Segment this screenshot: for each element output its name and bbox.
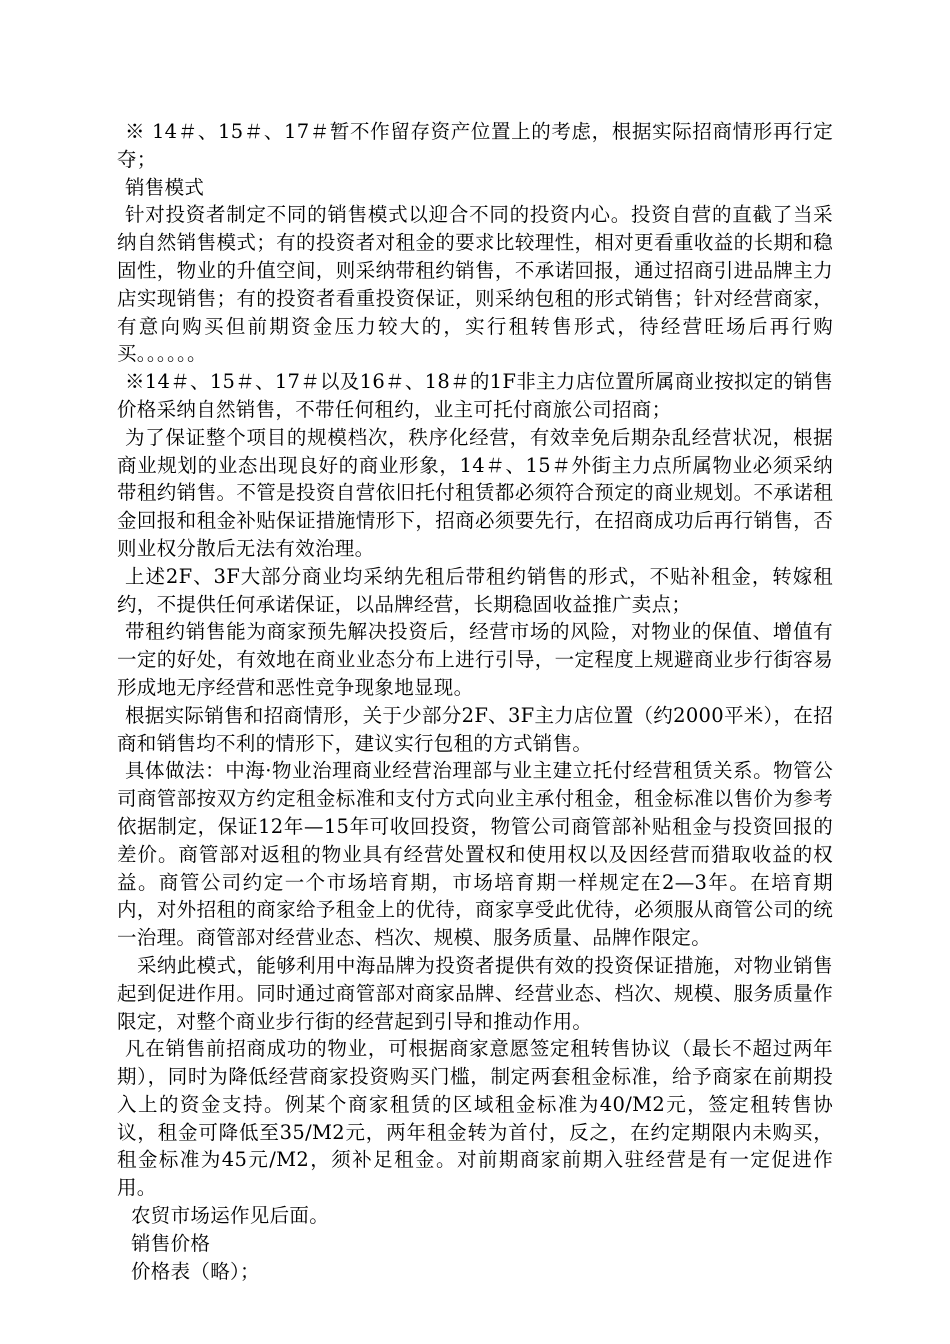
paragraph-2f-3f-lease-sales: 上述2F、3F大部分商业均采纳先租后带租约销售的形式，不贴补租金，转嫁租约，不提供任何承诺保证，以品牌经营，长期稳固收益推广卖点； — [117, 564, 833, 616]
paragraph-reserved-assets-note: ※ 14＃、15＃、17＃暂不作留存资产位置上的考虑，根据实际招商情形再行定夺； — [117, 120, 833, 171]
paragraph-1f-natural-sales: ※14＃、15＃、17＃以及16＃、18＃的1F非主力店位置所属商业按拟定的销售价格采纳自然销售，不带任何租约，业主可托付商旅公司招商； — [117, 370, 834, 421]
heading-sales-mode: 销售模式 — [125, 175, 205, 199]
paragraph-project-scale: 为了保证整个项目的规模档次，秩序化经营，有效幸免后期杂乱经营状况，根据商业规划的业态出现良好的商业形象，14＃、15＃外街主力点所属物业必须采纳带租约销售。不管是投资自营依旧托付租赁都必须符合预定的商业规划。不承诺租金回报和租金补贴保证措施情形下，招商必须要先行，在招商成功后再行销售，否则业权分散后无法有效治理。 — [117, 425, 833, 560]
paragraph-lease-to-sale: 凡在销售前招商成功的物业，可根据商家意愿签定租转售协议（最长不超过两年期），同时为降低经营商家投资购买门槛，制定两套租金标准，给予商家在前期投入上的资金支持。例某个商家租赁的区域租金标准为40/M2元，签定租转售协议，租金可降低至35/M2元，两年租金转为首付，反之，在约定期限内未购买，租金标准为45元/M2，须补足租金。对前期商家前期入驻经营是有一定促进作用。 — [117, 1037, 833, 1200]
heading-sales-price: 销售价格 — [131, 1231, 211, 1255]
paragraph-price-table: 价格表（略）； — [131, 1259, 260, 1283]
paragraph-specific-method: 具体做法：中海·物业治理商业经营治理部与业主建立托付经营租赁关系。物管公司商管部按双方约定租金标准和支付方式向业主承付租金，租金标准以售价为参考依据制定，保证12年—15年可收回投资，物管公司商管部补贴租金与投资回报的差价。商管部对返租的物业具有经营处置权和使用权以及因经营而猎取收益的权益。商管公司约定一个市场培育期，市场培育期一样规定在2—3年。在培育期内，对外招租的商家给予租金上的优待，商家享受此优待，必须服从商管公司的统一治理。商管部对经营业态、档次、规模、服务质量、品牌作限定。 — [117, 759, 833, 950]
document-body — [117, 118, 833, 1285]
paragraph-farmers-market: 农贸市场运作见后面。 — [131, 1204, 330, 1228]
paragraph-package-lease: 根据实际销售和招商情形，关于少部分2F、3F主力店位置（约2000平米），在招商和销售均不利的情形下，建议实行包租的方式销售。 — [117, 703, 833, 755]
paragraph-mode-advantages: 采纳此模式，能够利用中海品牌为投资者提供有效的投资保证措施，对物业销售起到促进作用。同时通过商管部对商家品牌、经营业态、档次、规模、服务质量作限定，对整个商业步行街的经营起到引导和推动作用。 — [117, 953, 833, 1033]
paragraph-lease-sales-benefits: 带租约销售能为商家预先解决投资后，经营市场的风险，对物业的保值、增值有一定的好处，有效地在商业业态分布上进行引导，一定程度上规避商业步行街容易形成地无序经营和恶性竞争现象地显现。 — [117, 620, 833, 699]
paragraph-sales-mode-intro: 针对投资者制定不同的销售模式以迎合不同的投资内心。投资自营的直截了当采纳自然销售模式；有的投资者对租金的要求比较理性，相对更看重收益的长期和稳固性，物业的升值空间，则采纳带租约销售，不承诺回报，通过招商引进品牌主力店实现销售；有的投资者看重投资保证，则采纳包租的形式销售；针对经营商家，有意向购买但前期资金压力较大的，实行租转售形式，待经营旺场后再行购买。。。。。。 — [117, 203, 833, 366]
